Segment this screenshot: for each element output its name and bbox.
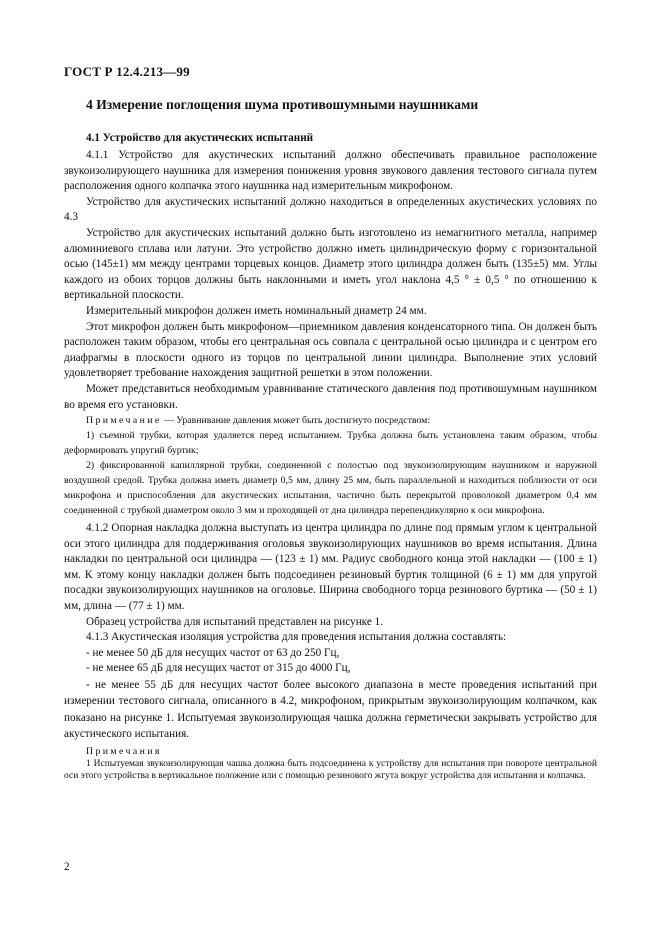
paragraph-figure-ref: Образец устройства для испытаний представлен на рисунке 1. [86,615,383,628]
notes-label: Примечания [86,745,162,757]
note-label: Примечание [86,415,162,427]
paragraph-conditions: Устройство для акустических испытаний должно находиться в определенных акустических условиях по 4.3 [64,195,597,224]
page-number: 2 [64,861,70,873]
paragraph-4-1-1: 4.1.1 Устройство для акустических испытаний должно обеспечивать правильное расположение звукоизолирующего наушника для измерения понижения уровня звукового давления тестового сигнала путем расположения одного колпачка этого наушника над измерительным микрофоном. [64,149,597,193]
subsection-title: 4.1 Устройство для акустических испытаний [86,132,314,144]
paragraph-4-1-3: 4.1.3 Акустическая изоляция устройства для проведения испытания должна составлять: [86,631,507,644]
paragraph-microphone-diameter: Измерительный микрофон должен иметь номинальный диаметр 24 мм. [86,304,427,317]
section-title: 4 Измерение поглощения шума противошумными наушниками [86,97,479,112]
list-item-65db: - не менее 65 дБ для несущих частот от 315 до 4000 Гц, [86,662,351,675]
paragraph-pressure-equalization: Может представиться необходимым уравнивание статического давления под противошумным наушником во время его установки. [64,382,597,411]
note-item-2: 2) фиксированной капиллярной трубки, соединенной с полостью под звукоизолирующим наушником и наружной воздушной средой. Трубка должна иметь диаметр 0,5 мм, длину 25 мм, быть параллельной и находиться поблизости от оси микрофона и приспособления для акустических испытания, частично быть перекрытой проволокой диаметром 0,4 мм соединенной с трубкой диаметром около 3 мм и проходящей от дна цилиндра перепендикулярно к оси микрофона. [64,460,597,517]
document-code-header: ГОСТ Р 12.4.213—99 [64,64,190,79]
list-item-50db: - не менее 50 дБ для несущих частот от 63 до 250 Гц, [86,646,340,659]
paragraph-material: Устройство для акустических испытаний должно быть изготовлено из немагнитного металла, например алюминиевого сплава или латуни. Это устройство должно иметь цилиндрическую форму с горизонтальной осью (145±1) мм между центрами торцевых концов. Диаметр этого цилиндра должен быть (135±5) мм. Углы каждого из обоих торцов должны быть наклонными и иметь угол наклона 4,5 ° ± 0,5 ° по отношению к вертикальной плоскости. [64,226,597,302]
note-pressure [64,413,597,428]
note-intro: — Уравнивание давления может быть достигнуто посредством: [161,415,431,427]
notes-item-1: 1 Испытуемая звукоизолирующая чашка должна быть подсоединена к устройству для испытания при повороте центральной оси этого устройства в вертикальное положение или с помощью резинового жгута вокруг устройства для испытания и колпачка. [64,758,597,781]
paragraph-microphone-type: Этот микрофон должен быть микрофоном—приемником давления конденсаторного типа. Он должен быть расположен таким образом, чтобы его центральная ось совпала с центральной осью цилиндра и с центром его диафрагмы в плоскости одного из торцов по центральной линии цилиндра. Выполнение этих условий удовлетворяет требование нахождения защитной решетки в этом положении. [64,320,597,380]
note-item-1: 1) съемной трубки, которая удаляется перед испытанием. Трубка должна быть установлена таким образом, чтобы деформировать упругий буртик; [64,430,597,457]
document-body [64,96,597,782]
paragraph-4-1-2: 4.1.2 Опорная накладка должна выступать из центра цилиндра по длине под прямым углом к центральной оси этого цилиндра для поддерживания оголовья звукоизолирующих наушников во время испытания. Длина накладки по центральной оси цилиндра — (123 ± 1) мм. Радиус свободного конца этой накладки — (100 ± 1) мм. К этому концу накладки должен быть подсоединен резиновый буртик толщиной (6 ± 1) мм для упругой посадки звукоизолирующих наушников на оголовье. Ширина свободного торца резинового буртика — (50 ± 1) мм, длина — (77 ± 1) мм. [64,522,597,613]
list-item-55db: - не менее 55 дБ для несущих частот более высокого диапазона в месте проведения испытаний при измерении тестового сигнала, описанного в 4.2, микрофоном, прикрытым звукоизолирующим колпачком, как показано на рисунке 1. Испытуемая звукоизолирующая чашка должна герметически закрывать устройство для акустического испытания. [64,679,597,741]
